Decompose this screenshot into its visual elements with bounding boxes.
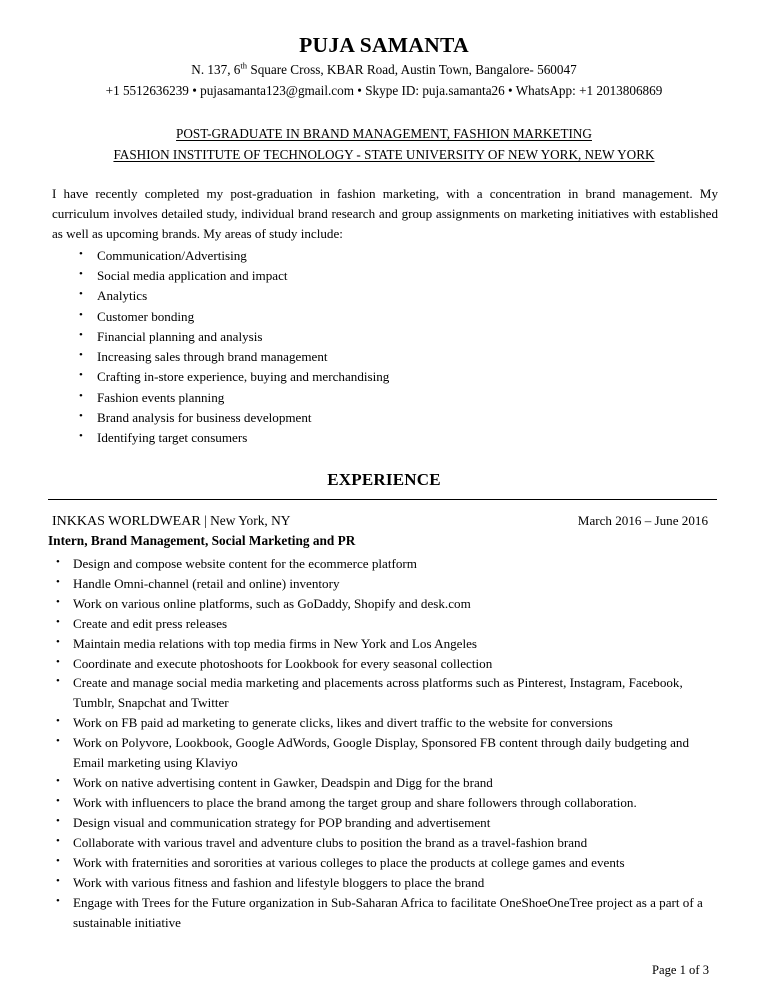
job-title: Intern, Brand Management, Social Marketing and PR: [48, 533, 356, 549]
list-item: • Work on Polyvore, Lookbook, Google AdWords, Google Display, Sponsored FB content through daily budgeting and Email marketing using Klaviyo: [56, 733, 712, 773]
candidate-name: PUJA SAMANTA: [299, 33, 469, 57]
list-item: • Design and compose website content for the ecommerce platform: [56, 554, 712, 574]
list-item: • Create and manage social media marketing and placements across platforms such as Pinterest, Instagram, Facebook, Tumblr, Snapchat and Twitter: [56, 673, 712, 713]
list-item: • Design visual and communication strategy for POP branding and advertisement: [56, 813, 712, 833]
job-header: [52, 512, 708, 532]
page-footer: Page 1 of 3: [651, 963, 709, 977]
summary-paragraph: I have recently completed my post-graduation in fashion marketing, with a concentration in brand management. My curriculum involves detailed study, individual brand research and group assignments on marketing initiatives with established as well as upcoming brands. My areas of study include:: [52, 186, 718, 242]
job-duties-list: [0, 554, 712, 933]
list-item: • Create and edit press releases: [56, 614, 712, 634]
list-item: • Handle Omni-channel (retail and online) inventory: [56, 574, 712, 594]
address-rest: Square Cross, KBAR Road, Austin Town, Bangalore- 560047: [247, 61, 577, 77]
job-dates: March 2016 – June 2016: [577, 512, 708, 528]
address-line: [0, 58, 768, 80]
section-divider: [48, 499, 717, 500]
list-item: • Work on various online platforms, such as GoDaddy, Shopify and desk.com: [56, 594, 712, 614]
list-item: • Work with fraternities and sororities at various colleges to place the products at college games and events: [56, 853, 712, 873]
list-item: • Financial planning and analysis: [79, 327, 768, 347]
job-separator: |: [200, 512, 211, 528]
education-institution-text: FASHION INSTITUTE OF TECHNOLOGY - STATE UNIVERSITY OF NEW YORK, NEW YORK: [113, 146, 655, 162]
list-item: • Maintain media relations with top media firms in New York and Los Angeles: [56, 634, 712, 654]
list-item: • Work on FB paid ad marketing to generate clicks, likes and divert traffic to the website for conversions: [56, 713, 712, 733]
list-item: • Identifying target consumers: [79, 428, 768, 448]
list-item: • Crafting in-store experience, buying and merchandising: [79, 367, 768, 387]
education-institution-line: [0, 144, 768, 165]
job-location: New York, NY: [210, 512, 291, 528]
job-organization-name: INKKAS WORLDWEAR: [52, 513, 201, 529]
list-item: • Fashion events planning: [79, 388, 768, 408]
job-organization-line: [52, 512, 290, 532]
list-item: • Analytics: [79, 286, 768, 306]
education-degree-text: POST-GRADUATE IN BRAND MANAGEMENT, FASHION MARKETING: [176, 125, 592, 141]
list-item: • Work on native advertising content in Gawker, Deadspin and Digg for the brand: [56, 773, 712, 793]
list-item: • Communication/Advertising: [79, 246, 768, 266]
education-heading-block: [0, 123, 768, 166]
contact-details-line: +1 5512636239 • pujasamanta123@gmail.com • Skype ID: puja.samanta26 • WhatsApp: +1 2013806869: [105, 83, 663, 99]
address-prefix: N. 137, 6: [191, 61, 241, 77]
list-item: • Collaborate with various travel and adventure clubs to position the brand as a travel-fashion brand: [56, 833, 712, 853]
education-degree-line: [0, 123, 768, 144]
list-item: • Work with various fitness and fashion and lifestyle bloggers to place the brand: [56, 873, 712, 893]
section-title-experience: EXPERIENCE: [327, 470, 441, 490]
list-item: • Engage with Trees for the Future organization in Sub-Saharan Africa to facilitate OneShoeOneTree project as a part of a sustainable initiative: [56, 893, 712, 933]
list-item: • Social media application and impact: [79, 266, 768, 286]
list-item: • Brand analysis for business development: [79, 408, 768, 428]
list-item: • Work with influencers to place the brand among the target group and share followers through collaboration.: [56, 793, 712, 813]
address-ordinal-suffix: th: [240, 60, 248, 71]
list-item: • Increasing sales through brand management: [79, 347, 768, 367]
list-item: • Coordinate and execute photoshoots for Lookbook for every seasonal collection: [56, 654, 712, 674]
list-item: • Customer bonding: [79, 307, 768, 327]
study-areas-list: [0, 246, 768, 448]
